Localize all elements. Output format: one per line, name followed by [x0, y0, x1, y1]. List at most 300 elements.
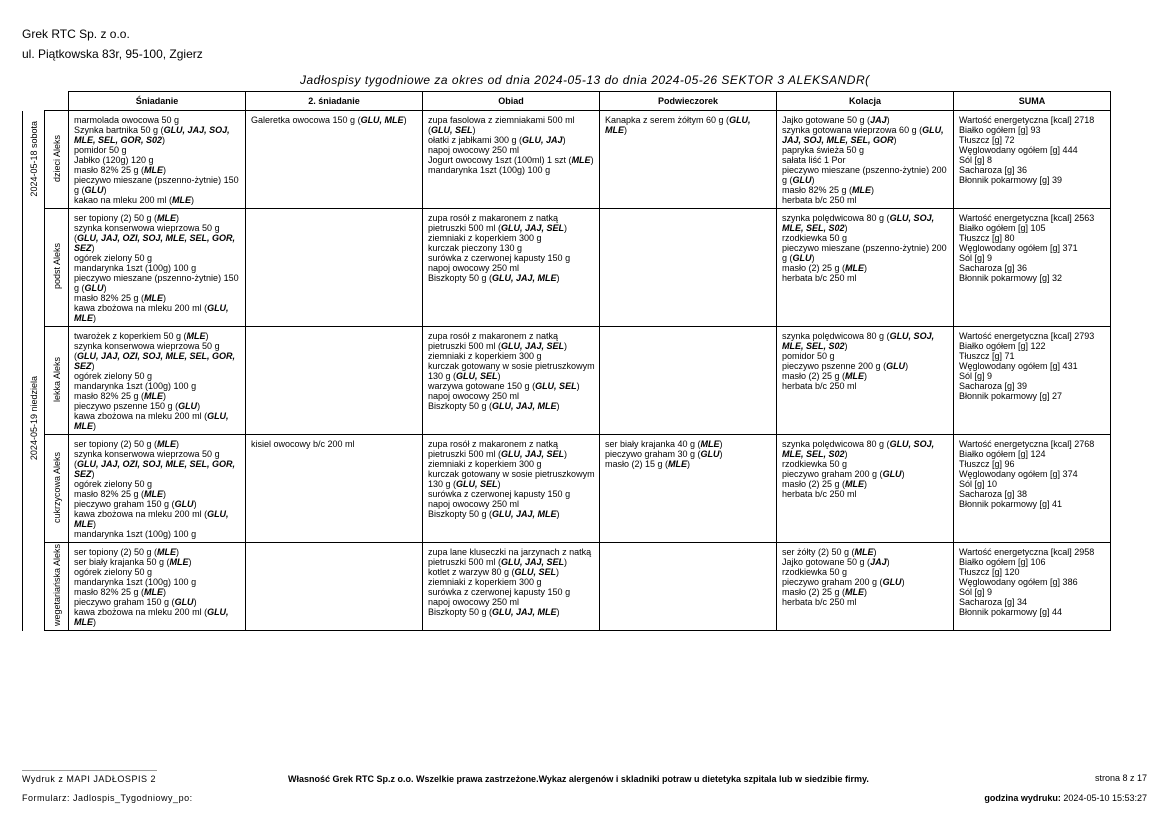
item-text-end: )	[472, 125, 476, 135]
dinner-cell	[777, 327, 954, 435]
item-text-end: )	[864, 371, 868, 381]
item-text: Sacharoza [g] 39	[959, 381, 1028, 391]
item-text: pieczywo graham 30 g (	[605, 449, 701, 459]
item-text: Błonnik pokarmowy [g] 27	[959, 391, 1063, 401]
menu-item	[605, 449, 772, 459]
allergen-codes: GLU, SOJ, MLE, SEL, S02	[782, 213, 935, 233]
item-text-end: )	[864, 479, 868, 489]
item-text-end: )	[556, 607, 560, 617]
menu-item	[782, 351, 949, 361]
menu-item	[428, 469, 595, 489]
table-row	[23, 543, 1111, 631]
allergen-codes: GLU, JAJ, OZI, SOJ, MLE, SEL, GOR, SEZ	[74, 351, 236, 371]
sum-cell	[954, 209, 1111, 327]
item-text: ser biały krajanka 50 g (	[74, 557, 170, 567]
nutrition-line	[959, 489, 1106, 499]
menu-item	[782, 371, 949, 381]
allergen-codes: GLU, MLE	[74, 411, 229, 431]
item-text: pieczywo graham 150 g (	[74, 597, 175, 607]
item-text: kisiel owocowy b/c 200 ml	[251, 439, 355, 449]
nutrition-line	[959, 263, 1106, 273]
item-text: masło 82% 25 g (	[74, 587, 145, 597]
item-text: Jogurt owocowy 1szt (100ml) 1 szt (	[428, 155, 572, 165]
allergen-codes: GLU, SEL	[514, 567, 557, 577]
footer-notice: Własność Grek RTC Sp.z o.o. Wszelkie prawa zastrzeżone.Wykaz alergenów i skladniki potraw u dietetyka szpitala lub w siedzibie firmy.	[288, 774, 869, 784]
allergen-codes: GLU	[886, 361, 906, 371]
item-text-end: )	[886, 557, 890, 567]
allergen-codes: GLU	[792, 253, 812, 263]
allergen-codes: GLU	[792, 175, 812, 185]
item-text: pomidor 50 g	[782, 351, 835, 361]
menu-item	[74, 371, 241, 381]
item-text-end: )	[864, 587, 868, 597]
allergen-codes: GLU, JAJ, MLE	[492, 273, 557, 283]
menu-item	[74, 341, 241, 371]
item-text-end: )	[590, 155, 594, 165]
diet-cell	[45, 435, 69, 543]
item-text-end: )	[624, 125, 627, 135]
table-row	[23, 435, 1111, 543]
item-text-end: )	[197, 401, 201, 411]
allergen-codes: GLU	[174, 597, 194, 607]
item-text: Białko ogółem [g] 122	[959, 341, 1046, 351]
header-dinner: Kolacja	[777, 92, 954, 111]
menu-item	[782, 243, 949, 263]
menu-item	[428, 273, 595, 283]
table-row	[23, 111, 1111, 209]
nutrition-line	[959, 213, 1106, 223]
menu-item	[605, 115, 772, 135]
menu-item	[74, 195, 241, 205]
item-text: pieczywo graham 200 g (	[782, 469, 883, 479]
nutrition-line	[959, 165, 1106, 175]
menu-item	[782, 361, 949, 371]
menu-item	[74, 557, 241, 567]
item-text: Białko ogółem [g] 105	[959, 223, 1046, 233]
item-text: masło 82% 25 g (	[74, 391, 145, 401]
item-text: Kanapka z serem żółtym 60 g (	[605, 115, 730, 125]
lunch-cell	[423, 543, 600, 631]
item-text: kurczak pieczony 130 g	[428, 243, 523, 253]
item-text: Tłuszcz [g] 71	[959, 351, 1015, 361]
menu-item	[74, 587, 241, 597]
menu-item	[74, 145, 241, 155]
menu-item	[251, 439, 418, 449]
header-sum: SUMA	[954, 92, 1111, 111]
print-time-value: 2024-05-10 15:53:27	[1063, 793, 1147, 803]
allergen-codes: MLE	[186, 331, 206, 341]
item-text: Galeretka owocowa 150 g (	[251, 115, 361, 125]
company-info	[22, 24, 203, 64]
item-text: herbata b/c 250 ml	[782, 381, 857, 391]
item-text-end: )	[562, 135, 566, 145]
allergen-codes: MLE	[571, 155, 591, 165]
header-blank	[45, 92, 69, 111]
allergen-codes: GLU, JAJ, MLE	[492, 607, 557, 617]
item-text: Białko ogółem [g] 106	[959, 557, 1046, 567]
menu-item	[782, 597, 949, 607]
menu-item	[74, 439, 241, 449]
menu-item	[74, 607, 241, 627]
table-header-row	[23, 92, 1111, 111]
menu-item	[782, 273, 949, 283]
item-text: rzodkiewka 50 g	[782, 459, 848, 469]
item-text: masło (2) 25 g (	[782, 263, 846, 273]
item-text: Biszkopty 50 g (	[428, 607, 493, 617]
menu-item	[74, 165, 241, 175]
menu-item	[782, 331, 949, 351]
lunch-cell	[423, 111, 600, 209]
item-text: surówka z czerwonej kapusty 150 g	[428, 489, 571, 499]
item-text: masło 82% 25 g (	[74, 293, 145, 303]
nutrition-line	[959, 371, 1106, 381]
nutrition-line	[959, 459, 1106, 469]
item-text: pieczywo mieszane (pszenno-żytnie) 200 g (	[782, 243, 947, 263]
item-text: Tłuszcz [g] 120	[959, 567, 1020, 577]
header-afternoon-snack: Podwieczorek	[600, 92, 777, 111]
item-text-end: )	[163, 293, 167, 303]
menu-item	[428, 233, 595, 243]
menu-item	[74, 411, 241, 431]
item-text: Białko ogółem [g] 93	[959, 125, 1041, 135]
allergen-codes: GLU, MLE	[74, 607, 229, 627]
item-text: surówka z czerwonej kapusty 150 g	[428, 587, 571, 597]
item-text-end: )	[91, 243, 95, 253]
item-text: Sacharoza [g] 36	[959, 263, 1028, 273]
item-text: Błonnik pokarmowy [g] 32	[959, 273, 1063, 283]
item-text: szynka polędwicowa 80 g (	[782, 331, 890, 341]
menu-item	[74, 567, 241, 577]
item-text: Węglowodany ogółem [g] 386	[959, 577, 1078, 587]
allergen-codes: JAJ	[870, 115, 887, 125]
menu-item	[428, 331, 595, 351]
item-text-end: )	[844, 341, 848, 351]
item-text-end: )	[556, 401, 560, 411]
item-text-end: )	[556, 273, 560, 283]
item-text: ogórek zielony 50 g	[74, 371, 153, 381]
item-text: ziemniaki z koperkiem 300 g	[428, 233, 542, 243]
item-text: Szynka bartnika 50 g (	[74, 125, 164, 135]
allergen-codes: MLE	[157, 213, 177, 223]
item-text: szynka polędwicowa 80 g (	[782, 439, 890, 449]
allergen-codes: GLU, JAJ, MLE	[492, 509, 557, 519]
allergen-codes: GLU, JAJ, SEL	[501, 223, 565, 233]
afternoon-snack-cell	[600, 327, 777, 435]
diet-label: podst Aleks	[51, 243, 62, 290]
item-text: pieczywo mieszane (pszenno-żytnie) 150 g (	[74, 273, 239, 293]
nutrition-line	[959, 351, 1106, 361]
item-text-end: )	[901, 577, 905, 587]
item-text-end: )	[403, 115, 407, 125]
allergen-codes: MLE	[157, 547, 177, 557]
breakfast-cell	[69, 209, 246, 327]
allergen-codes: GLU	[882, 577, 902, 587]
allergen-codes: GLU	[700, 449, 720, 459]
menu-item	[428, 145, 595, 155]
menu-item	[782, 145, 949, 155]
nutrition-line	[959, 233, 1106, 243]
menu-item	[428, 351, 595, 361]
item-text: Sacharoza [g] 38	[959, 489, 1028, 499]
item-text: Biszkopty 50 g (	[428, 509, 493, 519]
item-text: ołatki z jabłkami 300 g (	[428, 135, 523, 145]
menu-table	[22, 91, 1111, 631]
allergen-codes: MLE	[852, 185, 872, 195]
diet-label: cukrzycowa Aleks	[51, 451, 62, 524]
item-text: Węglowodany ogółem [g] 444	[959, 145, 1078, 155]
allergen-codes: MLE	[157, 439, 177, 449]
item-text: Wartość energetyczna [kcal] 2718	[959, 115, 1095, 125]
item-text: ogórek zielony 50 g	[74, 479, 153, 489]
second-breakfast-cell	[246, 111, 423, 209]
menu-item	[428, 489, 595, 499]
header-blank	[23, 92, 45, 111]
menu-item	[74, 449, 241, 479]
item-text-end: )	[556, 567, 560, 577]
nutrition-line	[959, 547, 1106, 557]
nutrition-line	[959, 155, 1106, 165]
item-text: Sacharoza [g] 34	[959, 597, 1028, 607]
afternoon-snack-cell	[600, 209, 777, 327]
item-text-end: )	[905, 361, 909, 371]
allergen-codes: GLU, JAJ, SEL	[501, 557, 565, 567]
allergen-codes: GLU, SOJ, MLE, SEL, S02	[782, 331, 935, 351]
item-text: ser topiony (2) 50 g (	[74, 439, 158, 449]
allergen-codes: GLU, JAJ	[522, 135, 563, 145]
item-text-end: )	[191, 195, 195, 205]
footer-printout: Wydruk z MAPI JADŁOSPIS 2	[22, 774, 156, 784]
footer-left	[22, 770, 193, 808]
item-text: papryka świeża 50 g	[782, 145, 865, 155]
nutrition-line	[959, 499, 1106, 509]
item-text: Tłuszcz [g] 72	[959, 135, 1015, 145]
menu-item	[428, 361, 595, 381]
allergen-codes: MLE	[854, 547, 874, 557]
item-text-end: )	[91, 469, 95, 479]
item-text: Jajko gotowane 50 g (	[782, 557, 871, 567]
allergen-codes: GLU, SEL	[431, 125, 473, 135]
item-text: napoj owocowy 250 ml	[428, 391, 520, 401]
item-text: pieczywo pszenne 150 g (	[74, 401, 179, 411]
item-text-end: )	[873, 547, 877, 557]
item-text-end: )	[864, 263, 868, 273]
allergen-codes: GLU, SEL	[456, 371, 498, 381]
menu-item	[428, 243, 595, 253]
table-row	[23, 327, 1111, 435]
item-text: Tłuszcz [g] 80	[959, 233, 1015, 243]
item-text-end: )	[886, 115, 890, 125]
nutrition-line	[959, 243, 1106, 253]
nutrition-line	[959, 567, 1106, 577]
item-text: pieczywo graham 200 g (	[782, 577, 883, 587]
diet-cell	[45, 327, 69, 435]
item-text: Sacharoza [g] 36	[959, 165, 1028, 175]
item-text-end: )	[176, 213, 180, 223]
item-text: herbata b/c 250 ml	[782, 489, 857, 499]
item-text: napoj owocowy 250 ml	[428, 499, 520, 509]
nutrition-line	[959, 145, 1106, 155]
menu-item	[74, 499, 241, 509]
item-text: szynka gotowana wieprzowa 60 g (	[782, 125, 923, 135]
item-text: Sól [g] 8	[959, 155, 993, 165]
menu-item	[782, 587, 949, 597]
second-breakfast-cell	[246, 435, 423, 543]
menu-item	[74, 529, 241, 539]
item-text: masło 82% 25 g (	[782, 185, 853, 195]
item-text: masło (2) 25 g (	[782, 371, 846, 381]
item-text: szynka konserwowa wieprzowa 50 g (	[74, 341, 220, 361]
menu-item	[74, 223, 241, 253]
menu-item	[74, 155, 241, 165]
allergen-codes: GLU	[84, 283, 104, 293]
item-text: Wartość energetyczna [kcal] 2768	[959, 439, 1095, 449]
breakfast-cell	[69, 327, 246, 435]
item-text-end: )	[497, 479, 501, 489]
item-text: sałata liść 1 Por	[782, 155, 846, 165]
company-name: Grek RTC Sp. z o.o.	[22, 27, 130, 41]
allergen-codes: GLU, JAJ, SEL	[501, 449, 565, 459]
menu-item	[74, 263, 241, 273]
item-text: szynka konserwowa wieprzowa 50 g (	[74, 449, 220, 469]
nutrition-line	[959, 253, 1106, 263]
item-text-end: )	[93, 313, 96, 323]
allergen-codes: MLE	[144, 165, 164, 175]
item-text: herbata b/c 250 ml	[782, 273, 857, 283]
item-text: Jabłko (120g) 120 g	[74, 155, 154, 165]
nutrition-line	[959, 577, 1106, 587]
header-lunch: Obiad	[423, 92, 600, 111]
item-text: kotlet z warzyw 80 g (	[428, 567, 515, 577]
item-text: Sól [g] 9	[959, 587, 993, 597]
allergen-codes: MLE	[845, 479, 865, 489]
item-text: zupa rosół z makaronem z natką pietruszki 500 ml (	[428, 439, 559, 459]
sum-cell	[954, 543, 1111, 631]
footer-form: Formularz: Jadlospis_Tygodniowy_po:	[22, 793, 193, 803]
menu-item	[782, 567, 949, 577]
item-text: Biszkopty 50 g (	[428, 401, 493, 411]
nutrition-line	[959, 391, 1106, 401]
menu-item	[428, 135, 595, 145]
menu-item	[428, 263, 595, 273]
menu-item	[74, 213, 241, 223]
item-text: masło (2) 25 g (	[782, 479, 846, 489]
item-text-end: )	[91, 361, 95, 371]
allergen-codes: GLU, JAJ, OZI, SOJ, MLE, SEL, GOR, SEZ	[74, 459, 236, 479]
menu-item	[428, 401, 595, 411]
item-text: ser topiony (2) 50 g (	[74, 547, 158, 557]
afternoon-snack-cell	[600, 111, 777, 209]
diet-cell	[45, 111, 69, 209]
item-text-end: )	[103, 185, 107, 195]
allergen-codes: GLU, MLE	[605, 115, 751, 135]
item-text: ser topiony (2) 50 g (	[74, 213, 158, 223]
breakfast-cell	[69, 543, 246, 631]
item-text: Jajko gotowane 50 g (	[782, 115, 871, 125]
item-text: mandarynka 1szt (100g) 100 g	[74, 529, 197, 539]
item-text: Wartość energetyczna [kcal] 2793	[959, 331, 1095, 341]
allergen-codes: GLU, JAJ, OZI, SOJ, MLE, SEL, GOR, SEZ	[74, 233, 236, 253]
item-text: ogórek zielony 50 g	[74, 567, 153, 577]
item-text: Wartość energetyczna [kcal] 2563	[959, 213, 1095, 223]
menu-item	[782, 459, 949, 469]
item-text-end: )	[103, 283, 107, 293]
nutrition-line	[959, 223, 1106, 233]
item-text-end: )	[719, 449, 723, 459]
item-text: kakao na mleku 200 ml (	[74, 195, 173, 205]
allergen-codes: MLE	[144, 293, 164, 303]
allergen-codes: JAJ	[870, 557, 887, 567]
menu-item	[74, 273, 241, 293]
allergen-codes: GLU, JAJ, MLE	[492, 401, 557, 411]
nutrition-line	[959, 607, 1106, 617]
item-text: ser żółty (2) 50 g (	[782, 547, 855, 557]
item-text: mandarynka 1szt (100g) 100 g	[74, 577, 197, 587]
menu-item	[74, 331, 241, 341]
item-text-end: )	[893, 135, 897, 145]
menu-item	[605, 439, 772, 449]
menu-item	[74, 547, 241, 557]
item-text: kawa zbożowa na mleku 200 ml (	[74, 411, 208, 421]
item-text-end: )	[844, 223, 848, 233]
second-breakfast-cell	[246, 209, 423, 327]
menu-item	[428, 391, 595, 401]
item-text: Tłuszcz [g] 96	[959, 459, 1015, 469]
menu-item	[782, 489, 949, 499]
item-text: Sól [g] 9	[959, 371, 993, 381]
allergen-codes: GLU	[178, 401, 198, 411]
dinner-cell	[777, 209, 954, 327]
item-text: Węglowodany ogółem [g] 371	[959, 243, 1078, 253]
menu-item	[74, 509, 241, 529]
nutrition-line	[959, 361, 1106, 371]
allergen-codes: MLE	[172, 195, 192, 205]
item-text-end: )	[564, 557, 568, 567]
item-text: Błonnik pokarmowy [g] 39	[959, 175, 1063, 185]
item-text-end: )	[93, 617, 96, 627]
allergen-codes: GLU, SOJ, MLE, SEL, S02	[782, 439, 935, 459]
nutrition-line	[959, 273, 1106, 283]
item-text-end: )	[205, 331, 209, 341]
item-text: Biszkopty 50 g (	[428, 273, 493, 283]
menu-item	[428, 547, 595, 567]
item-text-end: )	[176, 439, 180, 449]
menu-item	[428, 381, 595, 391]
menu-item	[251, 115, 418, 125]
menu-item	[74, 175, 241, 195]
menu-item	[74, 293, 241, 303]
dinner-cell	[777, 111, 954, 209]
menu-item	[74, 401, 241, 411]
item-text: pomidor 50 g	[74, 145, 127, 155]
menu-item	[428, 567, 595, 577]
diet-cell	[45, 543, 69, 631]
item-text-end: )	[576, 381, 580, 391]
menu-item	[74, 381, 241, 391]
item-text-end: )	[162, 135, 166, 145]
item-text-end: )	[163, 587, 167, 597]
item-text-end: )	[844, 449, 848, 459]
allergen-codes: GLU, MLE	[360, 115, 404, 125]
sum-cell	[954, 111, 1111, 209]
nutrition-line	[959, 479, 1106, 489]
menu-item	[782, 263, 949, 273]
menu-item	[74, 479, 241, 489]
item-text: pieczywo mieszane (pszenno-żytnie) 200 g (	[782, 165, 947, 185]
sum-cell	[954, 327, 1111, 435]
item-text-end: )	[901, 469, 905, 479]
menu-item	[782, 195, 949, 205]
menu-item	[782, 439, 949, 459]
